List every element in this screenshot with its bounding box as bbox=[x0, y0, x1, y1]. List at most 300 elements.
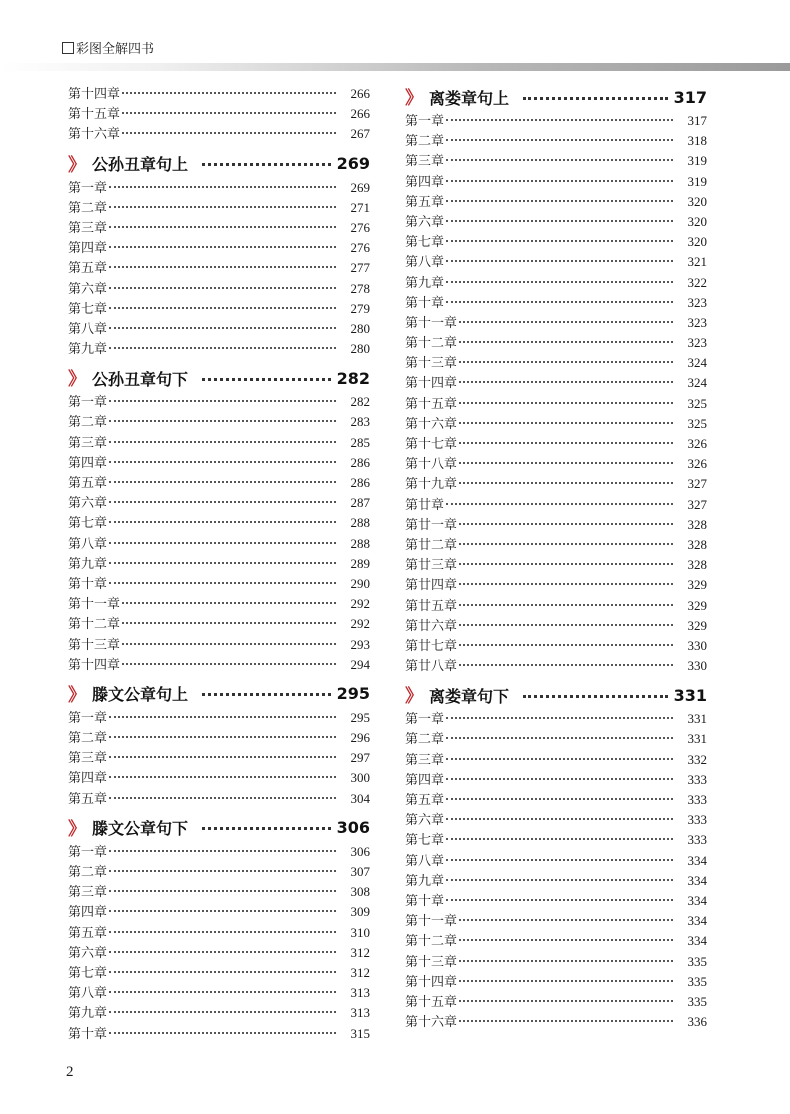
chapter-page: 286 bbox=[350, 475, 370, 490]
chapter-title: 第五章 bbox=[405, 793, 445, 808]
chapter-title: 第五章 bbox=[68, 476, 108, 491]
chapter-title: 第廿四章 bbox=[405, 578, 458, 594]
toc-entry[interactable] bbox=[68, 862, 370, 882]
toc-entry[interactable] bbox=[68, 104, 370, 124]
chapter-page: 286 bbox=[350, 454, 370, 470]
chapter-page: 271 bbox=[350, 199, 370, 215]
chapter-title: 第十五章 bbox=[405, 994, 458, 1010]
dot-leader bbox=[459, 583, 673, 585]
chapter-title: 第一章 bbox=[68, 844, 108, 860]
section-heading[interactable] bbox=[68, 365, 370, 391]
dot-leader bbox=[459, 644, 673, 646]
chapter-page: 322 bbox=[687, 274, 707, 290]
chapter-page: 318 bbox=[687, 133, 707, 149]
toc-entry[interactable] bbox=[405, 709, 707, 729]
toc-entry[interactable] bbox=[405, 931, 707, 951]
section-page: 282 bbox=[336, 368, 370, 388]
dot-leader bbox=[446, 737, 673, 739]
chapter-title: 第三章 bbox=[68, 885, 108, 901]
dot-leader bbox=[109, 420, 336, 422]
page-number: 2 bbox=[66, 1064, 74, 1080]
toc-entry[interactable] bbox=[68, 708, 370, 728]
toc-entry[interactable] bbox=[405, 353, 707, 373]
chapter-title: 第十二章 bbox=[405, 336, 458, 352]
toc-section bbox=[68, 84, 370, 145]
toc-entry[interactable] bbox=[68, 983, 370, 1003]
toc-entry[interactable] bbox=[68, 943, 370, 963]
chapter-title: 第二章 bbox=[68, 200, 108, 216]
chapter-title: 第一章 bbox=[405, 114, 445, 129]
toc-entry[interactable] bbox=[405, 770, 707, 790]
toc-entry[interactable] bbox=[405, 232, 707, 252]
chapter-title: 第廿三章 bbox=[405, 558, 458, 574]
toc-entry[interactable] bbox=[405, 830, 707, 850]
toc-entry[interactable] bbox=[68, 238, 370, 258]
chapter-title: 第八章 bbox=[68, 321, 108, 337]
chapter-title: 第九章 bbox=[68, 1006, 108, 1022]
toc-entry[interactable] bbox=[68, 554, 370, 574]
chapter-title: 第四章 bbox=[68, 905, 108, 921]
dot-leader bbox=[109, 890, 336, 892]
toc-entry[interactable] bbox=[68, 339, 370, 359]
toc-entry[interactable] bbox=[68, 433, 370, 453]
toc-entry[interactable] bbox=[68, 258, 370, 278]
chapter-page: 280 bbox=[350, 341, 370, 357]
chapter-page: 308 bbox=[350, 884, 370, 900]
toc-entry[interactable] bbox=[405, 333, 707, 353]
dot-leader bbox=[446, 119, 673, 121]
toc-entry[interactable] bbox=[68, 84, 370, 104]
toc-entry[interactable] bbox=[405, 212, 707, 232]
chapter-title: 第五章 bbox=[68, 925, 108, 941]
toc-entry[interactable] bbox=[68, 594, 370, 614]
dot-leader bbox=[446, 838, 673, 840]
chapter-title: 第廿六章 bbox=[405, 618, 458, 634]
toc-entry[interactable] bbox=[68, 923, 370, 943]
chapter-page: 267 bbox=[350, 126, 370, 142]
toc-entry[interactable] bbox=[405, 172, 707, 192]
section-page: 295 bbox=[336, 684, 370, 704]
chapter-page: 328 bbox=[687, 516, 707, 532]
dot-leader bbox=[446, 200, 673, 202]
section-heading[interactable] bbox=[405, 84, 707, 110]
section-heading[interactable] bbox=[68, 151, 370, 177]
toc-entry[interactable] bbox=[405, 273, 707, 293]
chapter-title: 第三章 bbox=[405, 752, 445, 768]
chapter-page: 312 bbox=[350, 944, 370, 960]
dot-leader bbox=[459, 664, 673, 666]
dot-leader bbox=[446, 220, 673, 222]
chapter-page: 320 bbox=[687, 234, 707, 250]
dot-leader bbox=[459, 1000, 673, 1002]
section-heading[interactable] bbox=[405, 682, 707, 708]
chapter-page: 327 bbox=[687, 476, 707, 492]
chapter-page: 320 bbox=[687, 213, 707, 229]
toc-entry[interactable] bbox=[405, 851, 707, 871]
toc-entry[interactable] bbox=[405, 596, 707, 616]
dot-leader bbox=[446, 281, 673, 283]
toc-entry[interactable] bbox=[68, 124, 370, 144]
chapter-title: 第廿二章 bbox=[405, 537, 458, 553]
toc-entry[interactable] bbox=[68, 728, 370, 748]
toc-entry[interactable] bbox=[68, 412, 370, 432]
chapter-page: 288 bbox=[350, 535, 370, 551]
toc-entry[interactable] bbox=[405, 434, 707, 454]
toc-entry[interactable] bbox=[68, 635, 370, 655]
toc-entry[interactable] bbox=[68, 453, 370, 473]
chapter-page: 333 bbox=[687, 812, 707, 828]
dot-leader bbox=[459, 624, 673, 626]
chapter-title: 第十二章 bbox=[405, 934, 458, 950]
toc-entry[interactable] bbox=[68, 768, 370, 788]
toc-section bbox=[405, 84, 707, 676]
chapter-page: 329 bbox=[687, 617, 707, 633]
toc-entry[interactable] bbox=[68, 299, 370, 319]
chapter-page: 283 bbox=[350, 414, 370, 430]
dot-leader bbox=[459, 543, 673, 545]
chapter-title: 第四章 bbox=[68, 241, 108, 257]
dot-leader bbox=[446, 879, 673, 881]
chapter-title: 第十三章 bbox=[68, 637, 121, 653]
chapter-title: 第十二章 bbox=[68, 617, 121, 633]
toc-entry[interactable] bbox=[405, 636, 707, 656]
toc-entry[interactable] bbox=[405, 656, 707, 676]
toc-entry[interactable] bbox=[405, 474, 707, 494]
dot-leader bbox=[109, 736, 336, 738]
chapter-title: 第九章 bbox=[68, 342, 108, 358]
chapter-title: 第六章 bbox=[405, 214, 445, 230]
toc-entry[interactable] bbox=[68, 963, 370, 983]
chapter-title: 第八章 bbox=[68, 986, 108, 1002]
dot-leader bbox=[109, 206, 336, 208]
chapter-title: 第六章 bbox=[405, 813, 445, 829]
chapter-page: 280 bbox=[350, 320, 370, 336]
dot-leader bbox=[109, 186, 336, 188]
dot-leader bbox=[109, 461, 336, 463]
chapter-page: 313 bbox=[350, 1005, 370, 1021]
dot-leader bbox=[446, 260, 673, 262]
dot-leader bbox=[523, 97, 668, 100]
dot-leader bbox=[109, 870, 336, 872]
chapter-page: 334 bbox=[687, 852, 707, 868]
dot-leader bbox=[109, 971, 336, 973]
chapter-title: 第十四章 bbox=[68, 657, 121, 673]
chapter-title: 第三章 bbox=[68, 435, 108, 451]
chapter-title: 第七章 bbox=[68, 301, 108, 317]
toc-left-column bbox=[68, 84, 370, 1050]
chapter-page: 307 bbox=[350, 864, 370, 879]
chapter-page: 282 bbox=[350, 394, 370, 410]
chapter-page: 329 bbox=[687, 597, 707, 613]
dot-leader bbox=[109, 521, 336, 523]
toc-entry[interactable] bbox=[405, 151, 707, 171]
chapter-page: 336 bbox=[687, 1014, 707, 1030]
chapter-page: 288 bbox=[350, 515, 370, 531]
toc-entry[interactable] bbox=[68, 902, 370, 922]
toc-entry[interactable] bbox=[68, 574, 370, 594]
toc-entry[interactable] bbox=[405, 252, 707, 272]
chapter-title: 第十五章 bbox=[405, 396, 458, 412]
chapter-title: 第十一章 bbox=[68, 597, 121, 613]
chapter-title: 第十三章 bbox=[405, 356, 458, 372]
toc-entry[interactable] bbox=[68, 513, 370, 533]
toc-entry[interactable] bbox=[405, 313, 707, 333]
dot-leader bbox=[459, 980, 673, 982]
chapter-page: 325 bbox=[687, 415, 707, 431]
dot-leader bbox=[109, 582, 336, 584]
chapter-page: 324 bbox=[687, 375, 707, 391]
chapter-page: 323 bbox=[687, 335, 707, 351]
dot-leader bbox=[446, 240, 673, 242]
toc-section bbox=[68, 151, 370, 360]
toc-entry[interactable] bbox=[405, 575, 707, 595]
chapter-title: 第十九章 bbox=[405, 477, 458, 493]
book-title: 彩图全解四书 bbox=[76, 42, 155, 57]
toc-entry[interactable] bbox=[68, 842, 370, 862]
toc-entry[interactable] bbox=[405, 373, 707, 393]
dot-leader bbox=[109, 400, 336, 402]
header-rule bbox=[0, 63, 790, 71]
toc-section bbox=[405, 682, 707, 1032]
toc-entry[interactable] bbox=[68, 279, 370, 299]
chapter-title: 第十八章 bbox=[405, 457, 458, 473]
toc-entry[interactable] bbox=[405, 810, 707, 830]
dot-leader bbox=[446, 798, 673, 800]
toc-entry[interactable] bbox=[68, 1024, 370, 1044]
chapter-page: 334 bbox=[687, 933, 707, 949]
dot-leader bbox=[109, 1011, 336, 1013]
chapter-page: 312 bbox=[350, 964, 370, 980]
dot-leader bbox=[122, 622, 336, 624]
toc-entry[interactable] bbox=[405, 394, 707, 414]
toc-entry[interactable] bbox=[405, 1012, 707, 1032]
dot-leader bbox=[459, 523, 673, 525]
chapter-title: 第四章 bbox=[68, 771, 108, 787]
section-title: 离娄章句下 bbox=[429, 686, 510, 706]
chapter-title: 第一章 bbox=[405, 712, 445, 728]
toc-entry[interactable] bbox=[405, 515, 707, 535]
dot-leader bbox=[459, 321, 673, 323]
chapter-page: 294 bbox=[350, 656, 370, 672]
dot-leader bbox=[459, 381, 673, 383]
chapter-page: 333 bbox=[687, 832, 707, 848]
chapter-title: 第十六章 bbox=[405, 416, 458, 432]
toc-entry[interactable] bbox=[405, 790, 707, 810]
section-page: 317 bbox=[673, 87, 707, 107]
chapter-title: 第二章 bbox=[405, 134, 445, 150]
chapter-page: 287 bbox=[350, 495, 370, 511]
chapter-title: 第十一章 bbox=[405, 315, 458, 331]
header-box-icon bbox=[62, 42, 74, 54]
section-title: 公孙丑章句下 bbox=[92, 369, 189, 389]
dot-leader bbox=[446, 180, 673, 182]
chapter-title: 第五章 bbox=[405, 194, 445, 210]
chapter-page: 333 bbox=[687, 792, 707, 807]
chapter-title: 第十章 bbox=[405, 295, 445, 311]
dot-leader bbox=[459, 442, 673, 444]
section-heading[interactable] bbox=[68, 681, 370, 707]
chapter-page: 292 bbox=[350, 616, 370, 632]
dot-leader bbox=[122, 643, 336, 645]
toc-entry[interactable] bbox=[68, 392, 370, 412]
dot-leader bbox=[202, 163, 331, 166]
chapter-page: 278 bbox=[350, 280, 370, 296]
dot-leader bbox=[109, 756, 336, 758]
chevron-right-icon: 》 bbox=[68, 684, 86, 706]
dot-leader bbox=[109, 931, 336, 933]
dot-leader bbox=[459, 341, 673, 343]
toc-entry[interactable] bbox=[405, 555, 707, 575]
toc-entry[interactable] bbox=[405, 616, 707, 636]
toc-entry[interactable] bbox=[405, 111, 707, 131]
dot-leader bbox=[459, 919, 673, 921]
chapter-title: 第九章 bbox=[405, 873, 445, 889]
toc-entry[interactable] bbox=[68, 493, 370, 513]
dot-leader bbox=[109, 951, 336, 953]
chapter-title: 第三章 bbox=[405, 154, 445, 170]
chapter-title: 第十六章 bbox=[405, 1015, 458, 1031]
toc-entry[interactable] bbox=[405, 911, 707, 931]
chapter-title: 第五章 bbox=[68, 261, 108, 277]
dot-leader bbox=[459, 462, 673, 464]
chapter-title: 第廿五章 bbox=[405, 598, 458, 614]
dot-leader bbox=[446, 758, 673, 760]
toc-entry[interactable] bbox=[68, 319, 370, 339]
toc-entry[interactable] bbox=[405, 871, 707, 891]
chapter-page: 279 bbox=[350, 300, 370, 316]
chapter-title: 第十四章 bbox=[68, 87, 121, 102]
chapter-title: 第五章 bbox=[68, 791, 108, 807]
chapter-page: 315 bbox=[350, 1025, 370, 1041]
chapter-title: 第八章 bbox=[405, 255, 445, 271]
toc-entry[interactable] bbox=[405, 750, 707, 770]
toc-entry[interactable] bbox=[68, 218, 370, 238]
toc-entry[interactable] bbox=[405, 454, 707, 474]
chapter-page: 306 bbox=[350, 843, 370, 859]
dot-leader bbox=[459, 939, 673, 941]
chapter-title: 第一章 bbox=[68, 180, 108, 196]
dot-leader bbox=[446, 778, 673, 780]
chapter-title: 第二章 bbox=[68, 415, 108, 431]
dot-leader bbox=[109, 716, 336, 718]
chapter-title: 第六章 bbox=[68, 496, 108, 512]
chapter-page: 319 bbox=[687, 153, 707, 169]
chapter-title: 第十一章 bbox=[405, 914, 458, 930]
dot-leader bbox=[459, 402, 673, 404]
chapter-page: 321 bbox=[687, 254, 707, 270]
dot-leader bbox=[109, 307, 336, 309]
toc-entry[interactable] bbox=[68, 614, 370, 634]
chapter-page: 329 bbox=[687, 577, 707, 593]
dot-leader bbox=[459, 960, 673, 962]
toc-entry[interactable] bbox=[68, 789, 370, 809]
chapter-title: 第十七章 bbox=[405, 437, 458, 452]
toc-entry[interactable] bbox=[405, 972, 707, 992]
chapter-title: 第十章 bbox=[68, 1026, 108, 1042]
toc-entry[interactable] bbox=[405, 891, 707, 911]
chapter-page: 324 bbox=[687, 355, 707, 371]
toc-entry[interactable] bbox=[405, 192, 707, 212]
chapter-title: 第十章 bbox=[405, 893, 445, 909]
chapter-title: 第九章 bbox=[405, 275, 445, 291]
chapter-page: 276 bbox=[350, 240, 370, 256]
chapter-page: 330 bbox=[687, 658, 707, 674]
toc-entry[interactable] bbox=[68, 748, 370, 768]
dot-leader bbox=[459, 482, 673, 484]
dot-leader bbox=[109, 441, 336, 443]
chevron-right-icon: 》 bbox=[68, 369, 86, 391]
toc-entry[interactable] bbox=[405, 293, 707, 313]
chevron-right-icon: 》 bbox=[405, 88, 423, 109]
toc-entry[interactable] bbox=[405, 535, 707, 555]
toc-right-column bbox=[405, 84, 707, 1038]
chapter-page: 266 bbox=[350, 86, 370, 101]
chapter-page: 334 bbox=[687, 913, 707, 929]
chapter-page: 277 bbox=[350, 260, 370, 276]
toc-entry[interactable] bbox=[68, 655, 370, 675]
chapter-page: 331 bbox=[687, 711, 707, 727]
chapter-title: 第四章 bbox=[405, 772, 445, 788]
chapter-page: 323 bbox=[687, 294, 707, 310]
dot-leader bbox=[109, 266, 336, 268]
toc-entry[interactable] bbox=[68, 882, 370, 902]
chapter-title: 第十四章 bbox=[405, 376, 458, 392]
chapter-title: 第十章 bbox=[68, 576, 108, 592]
dot-leader bbox=[202, 378, 331, 381]
toc-entry[interactable] bbox=[68, 473, 370, 493]
toc-entry[interactable] bbox=[68, 1003, 370, 1023]
chapter-title: 第十六章 bbox=[68, 127, 121, 143]
chapter-page: 326 bbox=[687, 456, 707, 472]
toc-entry[interactable] bbox=[405, 992, 707, 1012]
toc-entry[interactable] bbox=[405, 952, 707, 972]
chapter-title: 第二章 bbox=[405, 732, 445, 748]
chapter-page: 335 bbox=[687, 993, 707, 1009]
dot-leader bbox=[446, 899, 673, 901]
section-title: 离娄章句上 bbox=[429, 88, 510, 108]
chapter-page: 304 bbox=[350, 790, 370, 806]
chapter-title: 第廿一章 bbox=[405, 517, 458, 533]
dot-leader bbox=[446, 301, 673, 303]
dot-leader bbox=[202, 693, 331, 696]
dot-leader bbox=[446, 859, 673, 861]
dot-leader bbox=[459, 563, 673, 565]
section-page: 331 bbox=[673, 685, 707, 705]
chapter-page: 327 bbox=[687, 496, 707, 512]
chapter-title: 第三章 bbox=[68, 220, 108, 236]
chapter-title: 第七章 bbox=[405, 235, 445, 251]
chapter-page: 325 bbox=[687, 395, 707, 411]
chapter-page: 334 bbox=[687, 892, 707, 908]
dot-leader bbox=[122, 92, 336, 94]
chapter-title: 第八章 bbox=[405, 853, 445, 869]
chevron-right-icon: 》 bbox=[405, 686, 423, 708]
dot-leader bbox=[459, 604, 673, 606]
chapter-page: 295 bbox=[350, 709, 370, 725]
toc-entry[interactable] bbox=[68, 178, 370, 198]
toc-entry[interactable] bbox=[405, 414, 707, 434]
toc-entry[interactable] bbox=[405, 495, 707, 515]
toc-entry[interactable] bbox=[68, 198, 370, 218]
toc-entry[interactable] bbox=[405, 729, 707, 749]
chapter-title: 第廿八章 bbox=[405, 659, 458, 675]
toc-entry[interactable] bbox=[68, 534, 370, 554]
chapter-page: 292 bbox=[350, 596, 370, 612]
chapter-page: 332 bbox=[687, 751, 707, 767]
section-title: 公孙丑章句上 bbox=[92, 155, 189, 175]
toc-entry[interactable] bbox=[405, 131, 707, 151]
section-heading[interactable] bbox=[68, 815, 370, 841]
